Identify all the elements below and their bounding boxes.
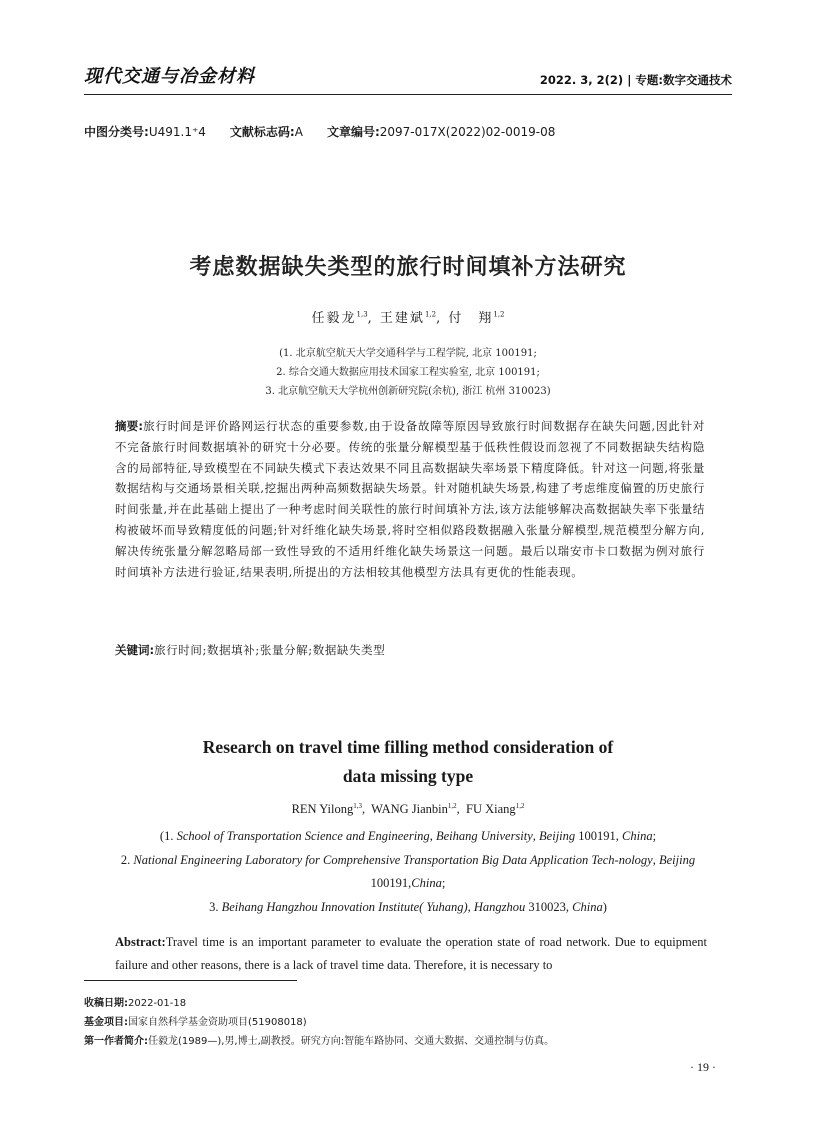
cn-author-affil: 1,2 (424, 310, 437, 319)
cn-keywords-text: 旅行时间;数据填补;张量分解;数据缺失类型 (154, 643, 386, 657)
cn-keywords (115, 640, 705, 661)
cn-abstract (115, 416, 705, 582)
issue-info: 2022. 3, 2(2) | 专题:数字交通技术 (539, 73, 732, 87)
en-authors: REN Yilong$^{1,3}$, WANG Jianbin$^{1,2}$, FU Xiang$^{1,2}$ (291, 802, 525, 817)
footnote-received: 收稿日期:2022-01-18 (84, 998, 187, 1009)
article-no-label: 文章编号: (326, 125, 380, 139)
doc-code-label: 文献标志码: (229, 125, 295, 139)
cn-authors: 任毅龙$^{1,3}$, 王建斌$^{1,2}$, 付 翔$^{1,2}$ (311, 310, 505, 326)
en-author-name: FU Xiang (466, 802, 516, 817)
en-abstract-label: Abstract: (115, 935, 166, 949)
en-title-line: Research on travel time filling method consideration of (202, 737, 614, 757)
en-author-name: WANG Jianbin (371, 802, 448, 817)
clc-value: U491.1⁺4 (148, 125, 206, 139)
cn-keywords-label: 关键词: (115, 643, 155, 657)
doc-code-value: A (294, 125, 303, 139)
cn-author-name: 付 翔 (448, 311, 494, 326)
en-abstract-text: Travel time is an important parameter to evaluate the operation state of road network. Due to equipment failure and other reasons, there is a lack of travel time data. Therefore, it is necessary to (115, 935, 707, 972)
article-no-value: 2097-017X(2022)02-0019-08 (379, 125, 556, 139)
en-affiliation-1: (1. School of Transportation Science and Engineering, Beihang University, Beijing 100191, China; (159, 829, 657, 843)
en-affiliation-3: 3. Beihang Hangzhou Innovation Institute( Yuhang), Hangzhou 310023, China) (209, 899, 607, 914)
en-title-line: data missing type (342, 766, 474, 786)
footnote-author: 第一作者简介:任毅龙(1989—),男,博士,副教授。研究方向:智能车路协同、交通大数据、交通控制与仿真。 (84, 1036, 555, 1047)
en-title (0, 733, 816, 791)
en-affiliation-2: 2. National Engineering Laboratory for Comprehensive Transportation Big Data Application Tech-nology, Beijing 100191,China; (120, 852, 696, 890)
cn-author-affil: 1,2 (493, 310, 505, 319)
header-divider (84, 94, 732, 95)
journal-logo: 现代交通与冶金材料 (84, 66, 255, 87)
en-author-affil: 1,2 (447, 802, 457, 810)
en-author-name: REN Yilong (291, 802, 354, 817)
cn-author-name: 王建斌 (379, 311, 425, 326)
page-number: · 19 · (690, 1060, 716, 1074)
classification-line (84, 123, 555, 140)
cn-abstract-label: 摘要: (115, 419, 143, 433)
en-affiliations (110, 825, 706, 919)
cn-affiliation: (1. 北京航空航天大学交通科学与工程学院, 北京 100191; (279, 348, 537, 359)
footnote-divider (84, 980, 297, 981)
en-author-affil: 1,2 (515, 802, 525, 810)
en-abstract (115, 931, 707, 976)
cn-title: 考虑数据缺失类型的旅行时间填补方法研究 (189, 255, 627, 280)
footnote-fund: 基金项目:国家自然科学基金资助项目(51908018) (84, 1017, 307, 1028)
en-author-affil: 1,3 (353, 802, 363, 810)
cn-author-affil: 1,3 (356, 310, 368, 319)
cn-affiliation: 2. 综合交通大数据应用技术国家工程实验室, 北京 100191; (276, 367, 540, 378)
cn-affiliation: 3. 北京航空航天大学杭州创新研究院(余杭), 浙江 杭州 310023) (265, 386, 551, 397)
cn-abstract-text: 旅行时间是评价路网运行状态的重要参数,由于设备故障等原因导致旅行时间数据存在缺失问题,因此针对不完备旅行时间数据填补的研究十分必要。传统的张量分解模型基于低秩性假设而忽视了不同数据缺失结构隐含的局部特征,导致模型在不同缺失模式下表达效果不同且高数据缺失率场景下精度降低。针对这一问题,将张量数据结构与交通场景相关联,挖掘出两种高频数据缺失场景。针对随机缺失场景,构建了考虑维度偏置的历史旅行时间张量,并在此基础上提出了一种考虑时间关联性的旅行时间填补方法,该方法能够解决高数据缺失率下张量结构被破坏而导致精度低的问题;针对纤维化缺失场景,将时空相似路段数据融入张量分解模型,规范模型分解方向,解决传统张量分解忽略局部一致性导致的不适用纤维化缺失场景这一问题。最后以瑞安市卡口数据为例对旅行时间填补方法进行验证,结果表明,所提出的方法相较其他模型方法具有更优的性能表现。 (115, 419, 705, 579)
cn-author-name: 任毅龙 (311, 311, 357, 326)
clc-label: 中图分类号: (84, 125, 149, 139)
